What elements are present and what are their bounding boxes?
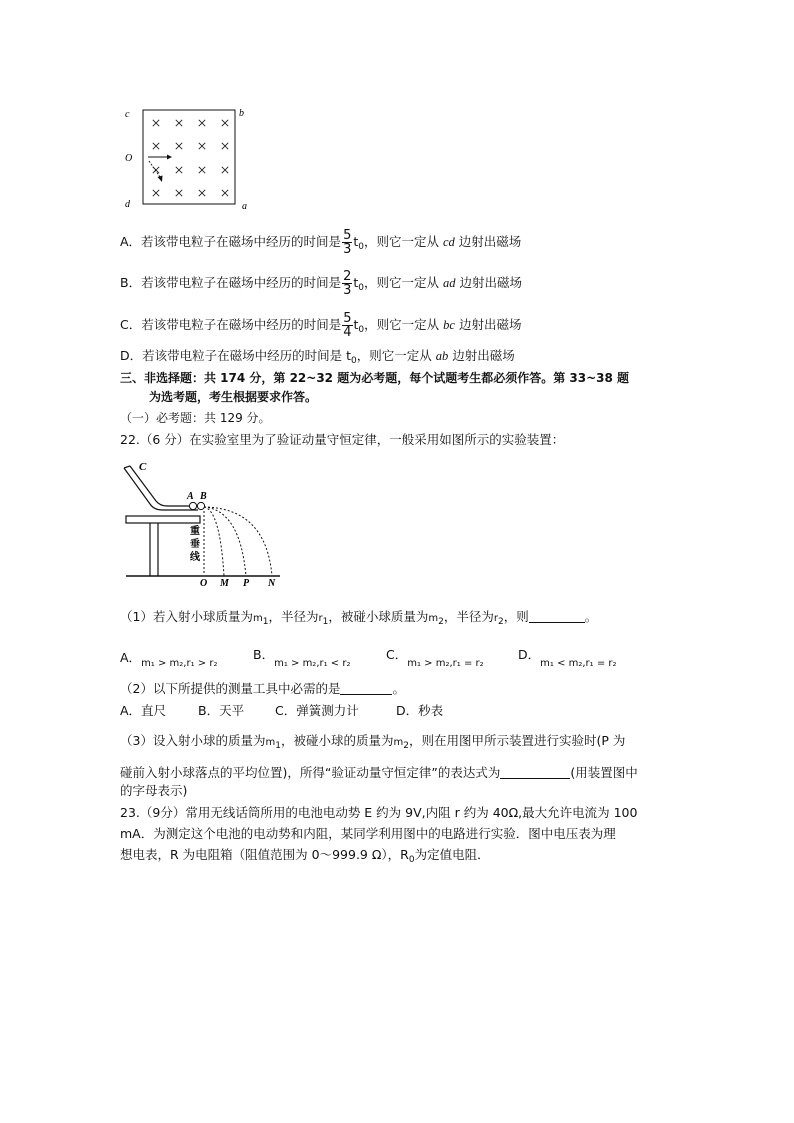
q22-p1-option-d-text: m₁ < m₂,r₁ = r₂	[540, 658, 617, 669]
option-b-text: B．若该带电粒子在磁场中经历的时间是	[120, 275, 342, 290]
q22-p1-option-c-label: C．	[386, 647, 408, 662]
edge-bc: bc	[443, 318, 455, 332]
fraction-2-3	[342, 270, 352, 297]
q22-p3-line2: 碰前入射小球落点的平均位置)，所得“验证动量守恒定律”的表达式为	[120, 765, 501, 780]
edge-ad: ad	[443, 276, 456, 290]
option-a-mid: ，则它一定从	[363, 234, 439, 249]
option-c-text: C．若该带电粒子在磁场中经历的时间是	[120, 317, 342, 332]
r2-subscript: 2	[497, 617, 504, 627]
q22-p2-option-b: B．天平	[198, 703, 245, 718]
cross-mark	[176, 190, 182, 196]
q22-p1-option-a-label: A．	[120, 650, 142, 665]
fraction-numerator: 5	[343, 311, 352, 326]
cross-mark	[199, 120, 205, 126]
option-a-tail: 边射出磁场	[458, 234, 522, 249]
q23-line2: mA．为测定这个电池的电动势和内阻，某同学利用图中的电路进行实验．图中电压表为理	[120, 826, 616, 841]
velocity-arrowhead	[167, 155, 172, 160]
label-a: A	[187, 491, 194, 502]
section3-line2: 为选考题，考生根据要求作答。	[149, 390, 318, 404]
t0-subscript: 0	[358, 242, 364, 252]
cross-mark	[153, 190, 159, 196]
cross-mark	[199, 167, 205, 173]
option-c-mid: ，则它一定从	[364, 317, 440, 332]
m2-subscript: 2	[403, 741, 409, 751]
label-c: C	[139, 461, 147, 473]
option-d	[120, 346, 515, 371]
q22-part3-line2	[120, 763, 638, 783]
label-n: N	[268, 578, 276, 588]
cross-mark	[222, 120, 228, 126]
m2-symbol: m	[428, 613, 439, 624]
r2-symbol: r	[493, 613, 498, 624]
q22-part3-line3: 的字母表示)	[120, 783, 188, 798]
cross-mark	[222, 143, 228, 149]
label-b: B	[200, 491, 207, 502]
q22-p3-t3: ，则在用图甲所示装置进行实验时(P 为	[408, 733, 626, 748]
answer-blank-2[interactable]	[340, 682, 392, 695]
q22-p3-t2: ，被碰小球的质量为	[280, 733, 394, 748]
ball-a	[189, 502, 196, 509]
fraction-denominator: 3	[343, 242, 352, 257]
t0-symbol: t	[346, 348, 352, 363]
m2-symbol: m	[393, 737, 404, 748]
q22-p2-option-a: A．直尺	[120, 703, 167, 718]
q22-part1	[120, 606, 597, 633]
section3-line1: 三、非选择题：共 174 分，第 22~32 题为必考题，每个试题考生都必须作答。第 33~38 题	[120, 371, 630, 385]
cross-mark	[153, 120, 159, 126]
cross-mark	[199, 143, 205, 149]
q22-p1-t1: （1）若入射小球质量为	[120, 609, 253, 624]
label-p: P	[243, 578, 250, 588]
cross-mark	[176, 167, 182, 173]
table-top	[126, 516, 200, 523]
q22-p2-text: （2）以下所提供的测量工具中必需的是	[120, 681, 341, 696]
magnetic-field-figure	[118, 103, 258, 215]
m2-subscript: 2	[438, 617, 444, 627]
corner-label-b: b	[239, 108, 244, 119]
label-o: O	[200, 578, 208, 588]
option-d-mid: ，则它一定从	[356, 348, 432, 363]
option-b	[120, 263, 522, 303]
trajectory-m	[204, 507, 224, 576]
point-label-o: O	[125, 153, 133, 164]
r1-symbol: r	[318, 613, 323, 624]
m1-subscript: 1	[275, 741, 281, 751]
option-c	[120, 305, 521, 345]
q23-line3b: 为定值电阻．	[414, 847, 490, 862]
q22-p2-option-c: C．弹簧测力计	[275, 703, 359, 718]
q22-p1-t5: ，则	[503, 609, 529, 624]
fraction-numerator: 2	[343, 269, 352, 284]
label-plumb-3: 线	[190, 552, 200, 563]
t0-subscript: 0	[358, 325, 365, 335]
velocity-arrowhead-2	[158, 176, 163, 183]
t0-symbol: t	[353, 317, 359, 332]
corner-label-d: d	[125, 199, 130, 210]
q22-stem: 22.（6 分）在实验室里为了验证动量守恒定律，一般采用如图所示的实验装置：	[120, 432, 565, 447]
trajectory-p	[204, 507, 246, 576]
q22-p2-option-d: D．秒表	[396, 703, 444, 718]
answer-blank-1[interactable]	[529, 610, 585, 623]
m1-symbol: m	[252, 613, 263, 624]
q22-part2	[120, 679, 405, 699]
q22-p1-option-b-label: B．	[253, 647, 275, 662]
option-b-tail: 边射出磁场	[459, 275, 522, 290]
t0-symbol: t	[353, 234, 359, 249]
option-c-tail: 边射出磁场	[458, 317, 522, 332]
cross-mark	[199, 190, 205, 196]
cross-mark	[176, 143, 182, 149]
cross-mark	[153, 143, 159, 149]
corner-label-a: a	[242, 201, 247, 212]
fraction-5-4	[342, 312, 352, 339]
q23-line3	[120, 845, 490, 870]
ball-b	[197, 502, 204, 509]
fraction-denominator: 3	[343, 283, 352, 298]
q22-p1-t2: ，半径为	[268, 609, 319, 624]
q22-p3-t1: （3）设入射小球的质量为	[120, 733, 266, 748]
r1-subscript: 1	[322, 617, 329, 627]
t0-subscript: 0	[351, 356, 357, 366]
ramp	[124, 468, 198, 510]
q22-p1-end: 。	[584, 609, 598, 624]
label-plumb-1: 重	[190, 526, 200, 537]
q22-part3-line1	[120, 730, 625, 757]
trajectory-n	[204, 507, 272, 576]
q22-p1-option-b-text: m₁ > m₂,r₁ < r₂	[274, 658, 351, 669]
field-crosses	[153, 120, 228, 196]
q22-p1-option-a-text: m₁ > m₂,r₁ > r₂	[141, 658, 218, 669]
edge-cd: cd	[442, 235, 455, 249]
t0-subscript: 0	[358, 283, 364, 293]
option-a-text: A．若该带电粒子在磁场中经历的时间是	[120, 234, 342, 249]
fraction-denominator: 4	[343, 325, 352, 340]
label-m: M	[220, 578, 229, 588]
q22-p1-option-b	[253, 646, 350, 673]
momentum-apparatus-figure	[120, 456, 290, 588]
option-d-text: D．若该带电粒子在磁场中经历的时间是	[120, 348, 343, 363]
q22-p1-t4: ，半径为	[443, 609, 494, 624]
section3-sub: （一）必考题：共 129 分。	[120, 411, 271, 425]
cross-mark	[222, 190, 228, 196]
q23-line1: 23.（9分）常用无线话筒所用的电池电动势 E 约为 9V,内阻 r 约为 40Ω,最大允许电流为 100	[120, 805, 638, 820]
m1-subscript: 1	[262, 617, 269, 627]
fraction-numerator: 5	[343, 228, 352, 243]
q22-p1-option-d	[518, 646, 617, 673]
q22-p1-t3: ，被碰小球质量为	[328, 609, 429, 624]
r0-subscript: 0	[408, 855, 415, 865]
q23-line3a: 想电表，R 为电阻箱（阻值范围为 0～999.9 Ω），R	[120, 847, 409, 862]
q22-p3-line2-end: (用装置图中	[570, 765, 638, 780]
t0-symbol: t	[353, 275, 359, 290]
m1-symbol: m	[265, 737, 276, 748]
q22-p1-option-c	[386, 646, 484, 673]
fraction-5-3	[342, 229, 352, 256]
label-plumb-2: 垂	[190, 539, 200, 550]
option-d-tail: 边射出磁场	[452, 348, 515, 363]
q22-p2-end: 。	[392, 681, 405, 696]
q22-p1-option-d-label: D．	[518, 647, 541, 662]
cross-mark	[176, 120, 182, 126]
q22-p1-option-a	[120, 649, 217, 673]
ramp-top-cap	[124, 466, 130, 468]
option-b-mid: ，则它一定从	[364, 275, 440, 290]
q22-p1-option-c-text: m₁ > m₂,r₁ = r₂	[407, 658, 484, 669]
answer-blank-3[interactable]	[500, 766, 570, 779]
corner-label-c: c	[125, 109, 130, 120]
cross-mark	[222, 167, 228, 173]
edge-ab: ab	[435, 349, 449, 363]
option-a	[120, 222, 521, 262]
